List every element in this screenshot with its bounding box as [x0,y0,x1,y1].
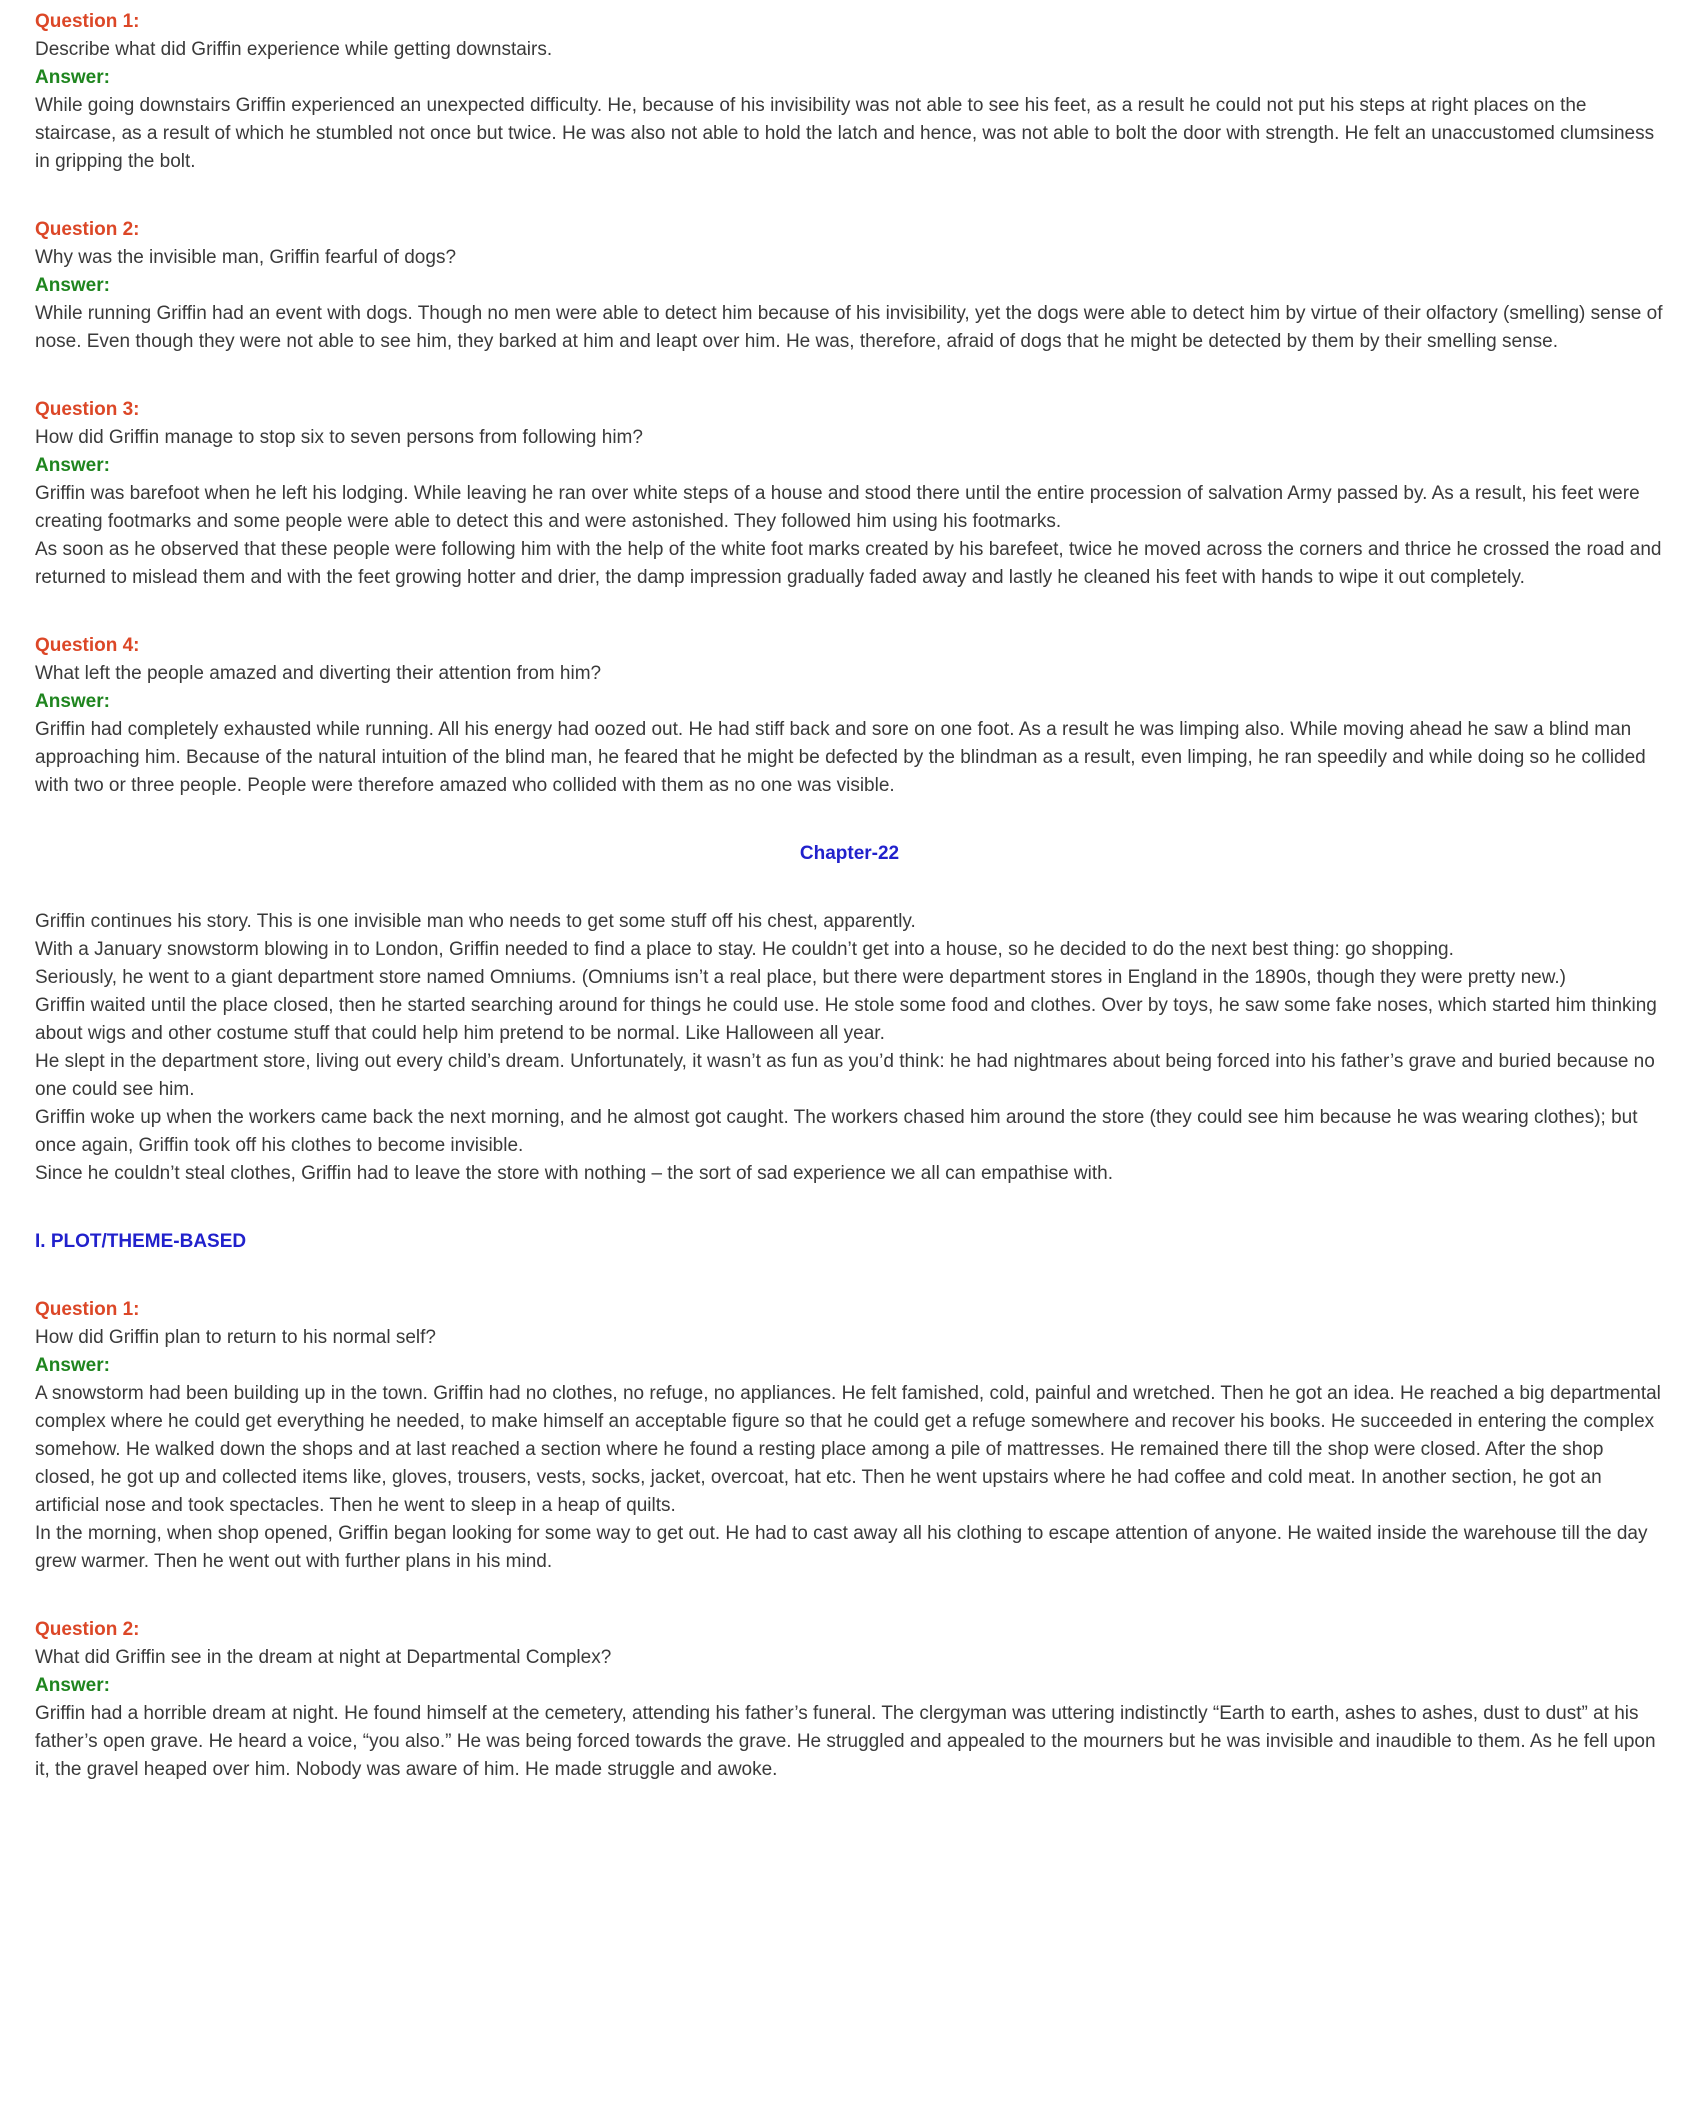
question-text: How did Griffin manage to stop six to seven persons from following him? [35,427,643,448]
answer-paragraph: As soon as he observed that these people were following him with the help of the white foot marks created by his barefeet, twice he moved across the corners and thrice he crossed the road and returned to mislead them and with the feet growing hotter and drier, the damp impression gradually faded away and lastly he cleaned his feet with hands to wipe it out completely. [35,539,1662,588]
qa-block-1 [35,8,1664,176]
qa-block-2 [35,216,1664,356]
question-heading: Question 2: [35,1619,140,1640]
narrative-paragraph: Since he couldn’t steal clothes, Griffin had to leave the store with nothing – the sort of sad experience we all can empathise with. [35,1163,1113,1184]
narrative-paragraph: Griffin waited until the place closed, then he started searching around for things he could use. He stole some food and clothes. Over by toys, he saw some fake noses, which started him thinking about wigs and other costume stuff that could help him pretend to be normal. Like Halloween all year. [35,995,1657,1044]
answer-paragraph: Griffin was barefoot when he left his lodging. While leaving he ran over white steps of a house and stood there until the entire procession of salvation Army passed by. As a result, his feet were creating footmarks and some people were able to detect this and were astonished. They followed him using his footmarks. [35,483,1640,532]
answer-label: Answer: [35,275,110,296]
answer-label: Answer: [35,1675,110,1696]
section-heading: I. PLOT/THEME-BASED [35,1231,247,1252]
question-text: Describe what did Griffin experience while getting downstairs. [35,39,553,60]
answer-paragraph: Griffin had completely exhausted while running. All his energy had oozed out. He had stiff back and sore on one foot. As a result he was limping also. While moving ahead he saw a blind man approaching him. Because of the natural intuition of the blind man, he feared that he might be defected by the blindman as a result, even limping, he ran speedily and while doing so he collided with two or three people. People were therefore amazed who collided with them as no one was visible. [35,719,1646,796]
question-heading: Question 1: [35,1299,140,1320]
answer-paragraph: While going downstairs Griffin experienced an unexpected difficulty. He, because of his invisibility was not able to see his feet, as a result he could not put his steps at right places on the staircase, as a result of which he stumbled not once but twice. He was also not able to hold the latch and hence, was not able to bolt the door with strength. He felt an unaccustomed clumsiness in gripping the bolt. [35,95,1655,172]
question-heading: Question 2: [35,219,140,240]
narrative-paragraph: Griffin woke up when the workers came back the next morning, and he almost got caught. The workers chased him around the store (they could see him because he was wearing clothes); but once again, Griffin took off his clothes to become invisible. [35,1107,1638,1156]
answer-paragraph: A snowstorm had been building up in the town. Griffin had no clothes, no refuge, no appliances. He felt famished, cold, painful and wretched. Then he got an idea. He reached a big departmental complex where he could get everything he needed, to make himself an acceptable figure so that he could get a refuge somewhere and recover his books. He succeeded in entering the complex somehow. He walked down the shops and at last reached a section where he found a resting place among a pile of mattresses. He remained there till the shop were closed. After the shop closed, he got up and collected items like, gloves, trousers, vests, socks, jacket, overcoat, hat etc. Then he went upstairs where he had coffee and cold meat. In another section, he got an artificial nose and took spectacles. Then he went to sleep in a heap of quilts. [35,1383,1661,1516]
answer-paragraph: In the morning, when shop opened, Griffin began looking for some way to get out. He had to cast away all his clothing to escape attention of anyone. He waited inside the warehouse till the day grew warmer. Then he went out with further plans in his mind. [35,1523,1648,1572]
qa-block-3 [35,396,1664,592]
question-text: What did Griffin see in the dream at night at Departmental Complex? [35,1647,612,1668]
answer-paragraph: While running Griffin had an event with dogs. Though no men were able to detect him because of his invisibility, yet the dogs were able to detect him by virtue of their olfactory (smelling) sense of nose. Even though they were not able to see him, they barked at him and leapt over him. He was, therefore, afraid of dogs that he might be detected by them by their smelling sense. [35,303,1663,352]
narrative-paragraph: With a January snowstorm blowing in to London, Griffin needed to find a place to stay. He couldn’t get into a house, so he decided to do the next best thing: go shopping. [35,939,1454,960]
plot-qa-block-2 [35,1616,1664,1784]
narrative-paragraph: Seriously, he went to a giant department store named Omniums. (Omniums isn’t a real place, but there were department stores in England in the 1890s, though they were pretty new.) [35,967,1567,988]
answer-label: Answer: [35,455,110,476]
question-text: What left the people amazed and diverting their attention from him? [35,663,602,684]
chapter-heading: Chapter-22 [799,843,900,864]
answer-label: Answer: [35,1355,110,1376]
document-page [35,8,1664,1784]
qa-block-4 [35,632,1664,800]
answer-label: Answer: [35,691,110,712]
narrative-paragraph: He slept in the department store, living out every child’s dream. Unfortunately, it wasn’t as fun as you’d think: he had nightmares about being forced into his father’s grave and buried because no one could see him. [35,1051,1655,1100]
chapter-narrative [35,908,1664,1188]
question-text: Why was the invisible man, Griffin fearful of dogs? [35,247,457,268]
question-heading: Question 3: [35,399,140,420]
question-text: How did Griffin plan to return to his normal self? [35,1327,436,1348]
question-heading: Question 4: [35,635,140,656]
narrative-paragraph: Griffin continues his story. This is one invisible man who needs to get some stuff off his chest, apparently. [35,911,916,932]
answer-label: Answer: [35,67,110,88]
plot-qa-block-1 [35,1296,1664,1576]
question-heading: Question 1: [35,11,140,32]
answer-paragraph: Griffin had a horrible dream at night. He found himself at the cemetery, attending his father’s funeral. The clergyman was uttering indistinctly “Earth to earth, ashes to ashes, dust to dust” at his father’s open grave. He heard a voice, “you also.” He was being forced towards the grave. He struggled and appealed to the mourners but he was invisible and inaudible to them. As he fell upon it, the gravel heaped over him. Nobody was aware of him. He made struggle and awoke. [35,1703,1656,1780]
